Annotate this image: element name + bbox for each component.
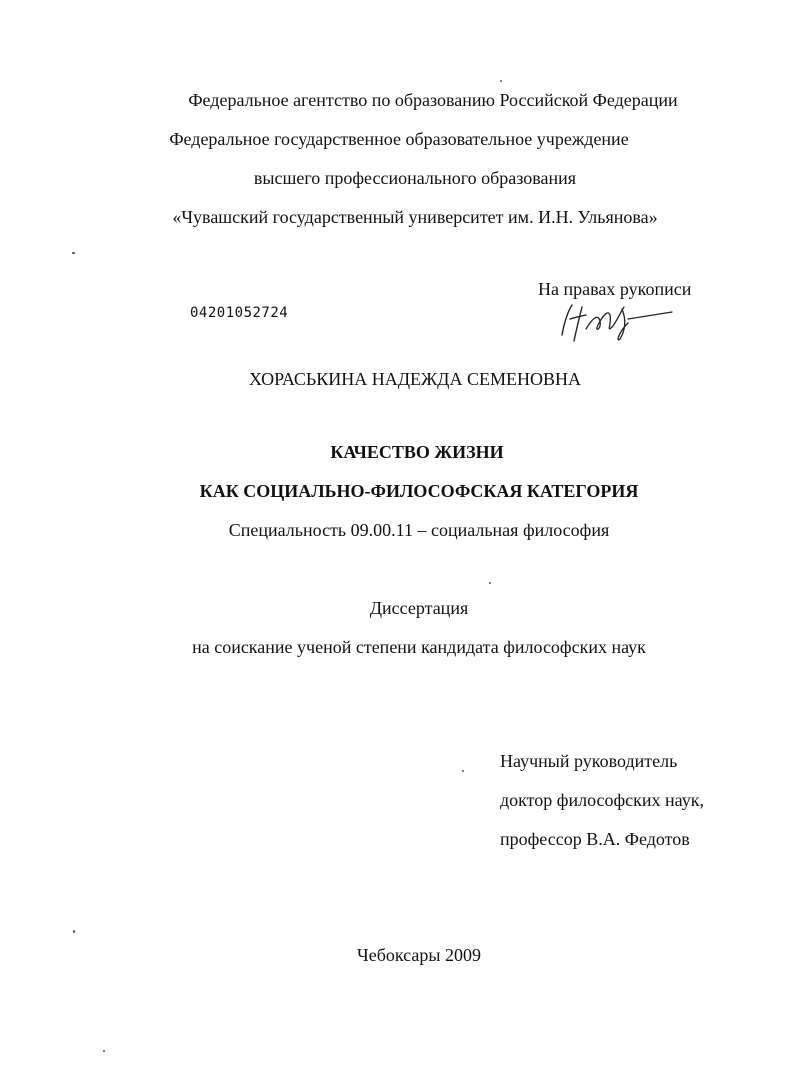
catalog-number: 04201052724 (190, 305, 289, 321)
advisor-role: Научный руководитель (500, 751, 678, 771)
scan-speck (500, 80, 502, 82)
header-agency: Федеральное агентство по образованию Российской Федерации (188, 90, 678, 110)
advisor-name: профессор В.А. Федотов (500, 829, 690, 849)
scan-speck (103, 1050, 105, 1052)
specialty: Специальность 09.00.11 – социальная философия (228, 520, 610, 540)
scan-speck (489, 582, 491, 584)
scan-speck (73, 930, 75, 933)
scan-speck (462, 770, 464, 772)
dissertation-title-line1: КАЧЕСТВО ЖИЗНИ (330, 442, 504, 462)
header-education-level: высшего профессионального образования (253, 168, 577, 188)
handwritten-signature (548, 299, 678, 345)
scan-speck (72, 252, 75, 254)
advisor-degree: доктор философских наук, (500, 790, 704, 810)
header-institution-type: Федеральное государственное образовательное учреждение (169, 129, 629, 149)
document-type: Диссертация (369, 598, 469, 618)
degree-sought: на соискание ученой степени кандидата философских наук (192, 637, 646, 657)
city-year: Чебоксары 2009 (357, 945, 481, 965)
dissertation-title-line2: КАК СОЦИАЛЬНО-ФИЛОСОФСКАЯ КАТЕГОРИЯ (199, 481, 639, 501)
header-university-name: «Чувашский государственный университет им. И.Н. Ульянова» (172, 207, 658, 227)
author-name: ХОРАСЬКИНА НАДЕЖДА СЕМЕНОВНА (249, 369, 581, 389)
manuscript-note: На правах рукописи (538, 279, 692, 299)
